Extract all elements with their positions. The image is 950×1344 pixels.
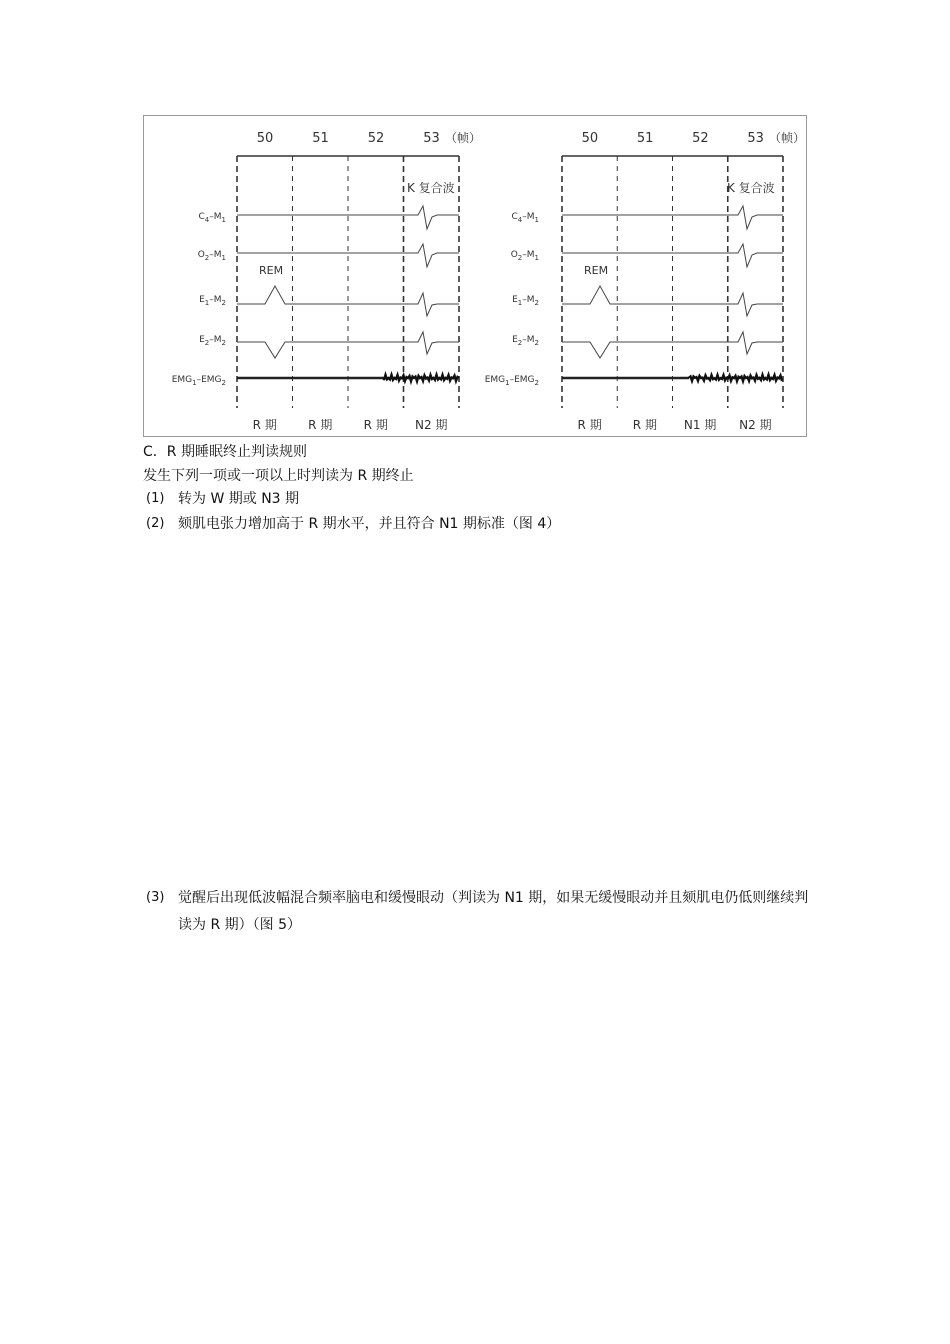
list-item-number: (1): [146, 491, 165, 506]
channel-label-part: 2: [534, 379, 539, 387]
channel-label-part: –M: [209, 335, 222, 345]
channel-label-part: 4: [517, 216, 523, 224]
stage-label: R 期: [632, 418, 657, 432]
channel-label-part: 2: [221, 379, 226, 387]
channel-label-part: 1: [505, 379, 510, 387]
channel-label-part: E: [199, 295, 205, 305]
channel-label-part: 2: [517, 254, 523, 262]
epoch-unit: （帧）: [445, 131, 482, 145]
channel-label-part: –EMG: [509, 375, 535, 385]
channel-label-part: 2: [204, 339, 210, 347]
stage-label: N1 期: [683, 418, 717, 432]
channel-label-part: 2: [221, 339, 226, 347]
list-item-text: 转为 W 期或 N3 期: [178, 491, 300, 507]
polysomnography-traces: [144, 116, 806, 436]
channel-label: [512, 295, 539, 307]
channel-label-part: 1: [534, 216, 539, 224]
emg-increase: [689, 375, 782, 381]
stage-label: N2 期: [415, 418, 448, 432]
channel-label: [512, 212, 540, 224]
stage-label: R 期: [363, 418, 388, 432]
channel-label-part: EMG: [171, 375, 193, 385]
channel-label: [199, 335, 226, 347]
channel-label-part: C: [198, 212, 205, 222]
list-item-number: (3): [146, 890, 165, 905]
channel-label-part: 4: [204, 216, 210, 224]
channel-label-part: 1: [517, 299, 523, 307]
emg-increase: [384, 375, 459, 381]
channel-label-part: 1: [192, 379, 197, 387]
channel-label-part: –M: [522, 212, 535, 222]
epoch-number: 50: [581, 131, 599, 146]
section-heading: C．R 期睡眠终止判读规则: [143, 444, 307, 460]
epoch-number: 51: [312, 131, 329, 146]
channel-label: [512, 335, 539, 347]
channel-label-part: 2: [204, 254, 210, 262]
channel-label-part: –M: [522, 250, 535, 260]
channel-label-part: 1: [534, 254, 539, 262]
channel-label-part: E: [512, 335, 518, 345]
channel-label-part: –M: [209, 295, 222, 305]
channel-label: [198, 250, 226, 262]
channel-label-part: 2: [534, 339, 539, 347]
channel-label-part: 1: [204, 299, 210, 307]
sleep-staging-figure: [143, 115, 807, 437]
channel-label-part: –EMG: [196, 375, 222, 385]
stage-label: R 期: [577, 418, 602, 432]
channel-label-part: E: [512, 295, 518, 305]
channel-label-part: 1: [221, 254, 226, 262]
epoch-unit: （帧）: [769, 131, 806, 145]
channel-label-part: E: [199, 335, 205, 345]
epoch-number: 52: [367, 131, 385, 146]
channel-label: [199, 295, 226, 307]
eog-trace-right: [562, 332, 783, 358]
channel-label-part: 2: [221, 299, 226, 307]
epoch-number: 53: [423, 131, 440, 146]
channel-label: [511, 250, 539, 262]
epoch-number: 50: [256, 131, 274, 146]
stage-label: N2 期: [739, 418, 772, 432]
epoch-number: 51: [636, 131, 654, 146]
channel-label: [485, 375, 539, 387]
intro-text: 发生下列一项或一项以上时判读为 R 期终止: [143, 468, 414, 484]
channel-label-part: 2: [517, 339, 523, 347]
k-complex-label: K 复合波: [727, 181, 775, 195]
channel-label-part: 2: [534, 299, 539, 307]
channel-label-part: –M: [209, 250, 222, 260]
rem-label: REM: [584, 264, 609, 277]
channel-label-part: –M: [209, 212, 222, 222]
list-item-text: 颏肌电张力增加高于 R 期水平，并且符合 N1 期标准（图 4）: [178, 516, 561, 532]
channel-label-part: C: [511, 212, 518, 222]
channel-label-part: O: [197, 250, 205, 260]
epoch-number: 52: [692, 131, 709, 146]
channel-label: [199, 212, 227, 224]
channel-label-part: O: [510, 250, 518, 260]
list-item-text: 觉醒后出现低波幅混合频率脑电和缓慢眼动（判读为 N1 期，如果无缓慢眼动并且颏肌电仍低则继续判读为 R 期）（图 5）: [178, 890, 809, 933]
channel-label-part: 1: [221, 216, 226, 224]
channel-label: [172, 375, 226, 387]
channel-label-part: –M: [522, 335, 535, 345]
channel-label-part: –M: [522, 295, 535, 305]
eog-trace-right: [237, 332, 459, 358]
list-item-number: (2): [146, 516, 165, 531]
stage-label: R 期: [308, 418, 333, 432]
epoch-number: 53: [747, 131, 764, 146]
rem-label: REM: [259, 264, 284, 277]
stage-label: R 期: [252, 418, 277, 432]
k-complex-label: K 复合波: [407, 181, 455, 195]
channel-label-part: EMG: [484, 375, 506, 385]
